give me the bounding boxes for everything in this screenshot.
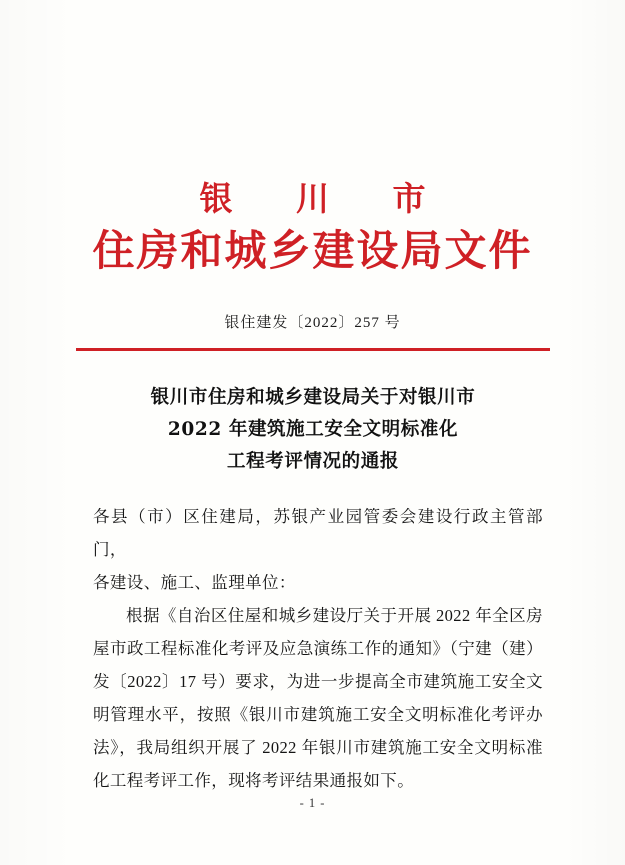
addressee-line-2: 各建设、施工、监理单位： [93, 573, 296, 592]
letterhead [0, 178, 625, 280]
document-number: 银住建发〔2022〕257 号 [224, 315, 401, 331]
body-paragraph-1: 根据《自治区住屋和城乡建设厅关于开展 2022 年全区房屋市政工程标准化考评及应急演练工作的通知》（宁建（建）发〔2022〕17 号）要求，为进一步提高全市建筑施工安全文明管理水平，按照《银川市建筑施工安全文明标准化考评办法》，我局组织开展了 2022 年银川市建筑施工安全文明标准化工程考评工作，现将考评结果通报如下。 [93, 606, 543, 790]
title-line-1: 银川市住房和城乡建设局关于对银川市 [150, 387, 476, 408]
title-line-2: 2022 年建筑施工安全文明标准化 [167, 419, 459, 440]
letterhead-city: 银 川 市 [199, 179, 452, 218]
title-line-3: 工程考评情况的通报 [227, 451, 399, 472]
page-number-label: - 1 - [299, 796, 326, 810]
letterhead-department: 住房和城乡建设局文件 [92, 226, 533, 276]
addressee-line-1: 各县（市）区住建局，苏银产业园管委会建设行政主管部门， [93, 507, 543, 559]
document-title [72, 382, 554, 478]
document-body [93, 500, 543, 797]
red-divider-rule [76, 348, 550, 351]
page-footer [0, 796, 625, 811]
